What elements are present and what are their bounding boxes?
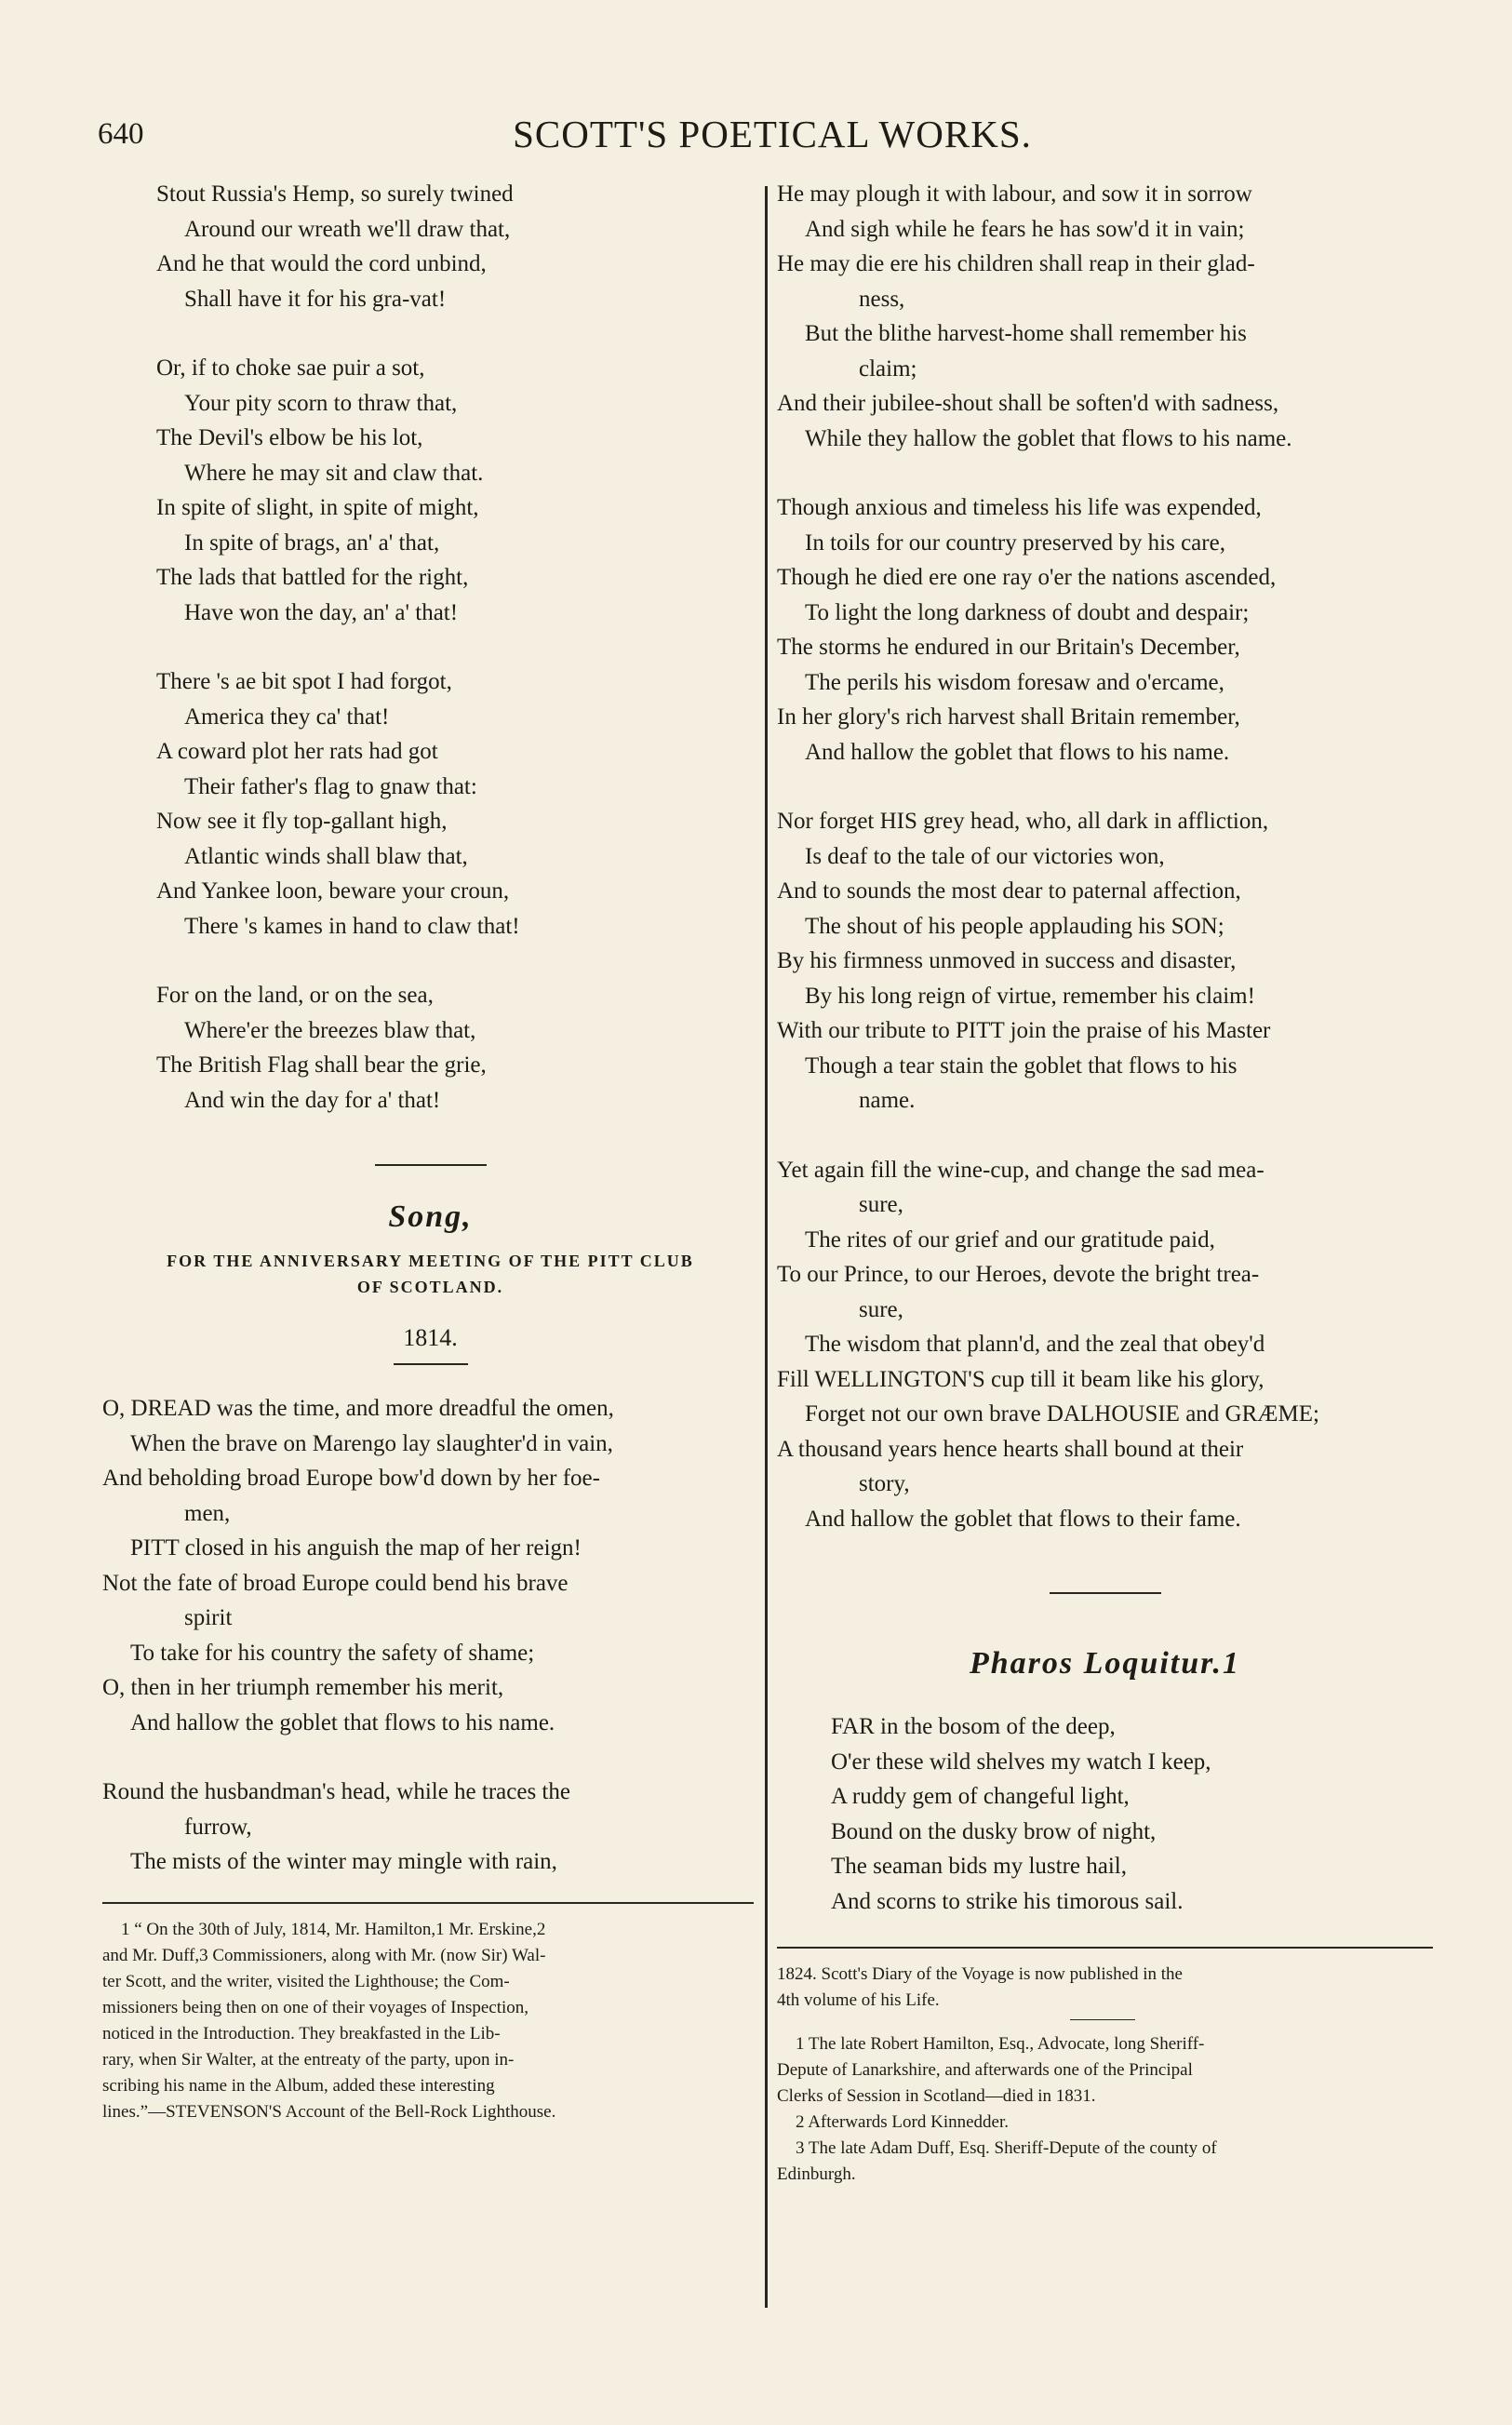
song-subtitle: FOR THE ANNIVERSARY MEETING OF THE PITT CLUB: [167, 1252, 694, 1270]
verse-line: A thousand years hence hearts shall bound at their: [777, 1436, 1244, 1462]
left-column: [102, 177, 758, 2125]
verse-line: He may die ere his children shall reap in their glad-: [777, 251, 1255, 276]
footnote-line: 4th volume of his Life.: [777, 1990, 940, 2010]
stanza: [777, 1153, 1433, 1537]
page-header: [98, 112, 1447, 167]
verse-line: By his firmness unmoved in success and disaster,: [777, 948, 1237, 973]
stanza: [777, 177, 1433, 456]
verse-line: In her glory's rich harvest shall Britain remember,: [777, 704, 1240, 730]
verse-line: While they hallow the goblet that flows to his name.: [805, 425, 1292, 451]
verse-line: Around our wreath we'll draw that,: [184, 216, 511, 242]
verse-line: Forget not our own brave DALHOUSIE and GRÆME;: [805, 1401, 1319, 1427]
verse-line: Atlantic winds shall blaw that,: [184, 843, 468, 869]
verse-line: And hallow the goblet that flows to his name.: [130, 1709, 555, 1735]
verse-line: The rites of our grief and our gratitude paid,: [805, 1226, 1215, 1253]
verse-line: O, then in her triumph remember his merit,: [102, 1675, 504, 1700]
footnote-line: missioners being then on one of their voyages of Inspection,: [102, 1997, 529, 2017]
verse-line: story,: [859, 1471, 910, 1496]
verse-line: Is deaf to the tale of our victories won,: [805, 843, 1165, 869]
verse-line: With our tribute to PITT join the praise of his Master: [777, 1018, 1271, 1043]
verse-line: The Devil's elbow be his lot,: [156, 425, 423, 450]
verse-line: Round the husbandman's head, while he traces the: [102, 1779, 570, 1804]
running-title: SCOTT'S POETICAL WORKS.: [513, 113, 1032, 155]
footnote-rule: [102, 1902, 754, 1904]
footnote-line: Clerks of Session in Scotland—died in 1831.: [777, 2086, 1096, 2106]
footnote-line: ter Scott, and the writer, visited the Lighthouse; the Com-: [102, 1971, 510, 1991]
right-column: [777, 177, 1433, 2188]
verse-line: To take for his country the safety of shame;: [130, 1640, 535, 1666]
stanza: [777, 490, 1433, 770]
verse-line: In spite of slight, in spite of might,: [156, 495, 479, 520]
verse-line: To our Prince, to our Heroes, devote the bright trea-: [777, 1262, 1260, 1287]
verse-line: For on the land, or on the sea,: [156, 983, 434, 1008]
verse-line: Or, if to choke sae puir a sot,: [156, 355, 425, 381]
stanza: [102, 351, 758, 630]
verse-line: FAR in the bosom of the deep,: [831, 1714, 1116, 1739]
footnote: [777, 1962, 1433, 2014]
song-subtitle: OF SCOTLAND.: [356, 1278, 504, 1296]
stanza: [102, 1775, 758, 1880]
stanza: [102, 664, 758, 944]
footnote-line: scribing his name in the Album, added these interesting: [102, 2075, 495, 2096]
verse-line: The storms he endured in our Britain's December,: [777, 635, 1240, 660]
verse-line: And beholding broad Europe bow'd down by her foe-: [102, 1466, 600, 1491]
section-rule: [1050, 1592, 1161, 1594]
verse-line: Fill WELLINGTON'S cup till it beam like his glory,: [777, 1366, 1264, 1392]
verse-line: Where'er the breezes blaw that,: [184, 1017, 476, 1043]
verse-line: claim;: [859, 355, 917, 382]
footnote-separator: [1070, 2019, 1135, 2020]
song-year: 1814.: [403, 1324, 458, 1351]
verse-line: Stout Russia's Hemp, so surely twined: [156, 181, 514, 207]
pharos-stanza: [777, 1709, 1433, 1919]
verse-line: He may plough it with labour, and sow it in sorrow: [777, 181, 1252, 207]
verse-line: There 's kames in hand to claw that!: [184, 913, 520, 939]
verse-line: The British Flag shall bear the grie,: [156, 1052, 487, 1078]
verse-line: Where he may sit and claw that.: [184, 460, 484, 486]
verse-line: O'er these wild shelves my watch I keep,: [831, 1748, 1211, 1775]
verse-line: The lads that battled for the right,: [156, 565, 469, 590]
verse-line: The seaman bids my lustre hail,: [831, 1854, 1127, 1879]
verse-line: Though he died ere one ray o'er the nations ascended,: [777, 565, 1277, 590]
verse-line: In toils for our country preserved by his care,: [805, 529, 1225, 556]
verse-line: spirit: [184, 1605, 233, 1630]
footnote-line: 1824. Scott's Diary of the Voyage is now published in the: [777, 1964, 1183, 1984]
footnote-line: Depute of Lanarkshire, and afterwards one of the Principal: [777, 2060, 1193, 2080]
footnote-line: rary, when Sir Walter, at the entreaty of the party, upon in-: [102, 2049, 515, 2070]
verse-line: O, DREAD was the time, and more dreadful the omen,: [102, 1396, 614, 1421]
verse-line: And he that would the cord unbind,: [156, 251, 487, 276]
verse-line: Their father's flag to gnaw that:: [184, 773, 477, 799]
verse-line: The mists of the winter may mingle with rain,: [130, 1849, 557, 1874]
verse-line: Your pity scorn to thraw that,: [184, 390, 458, 416]
verse-line: There 's ae bit spot I had forgot,: [156, 669, 452, 694]
footnote-line: lines.”—STEVENSON'S Account of the Bell-Rock Lighthouse.: [102, 2101, 556, 2122]
verse-line: The perils his wisdom foresaw and o'ercame,: [805, 669, 1224, 695]
pharos-title: Pharos Loquitur.1: [970, 1646, 1240, 1681]
verse-line: In spite of brags, an' a' that,: [184, 529, 440, 556]
verse-line: furrow,: [184, 1814, 252, 1840]
verse-line: And win the day for a' that!: [184, 1087, 441, 1113]
verse-line: And Yankee loon, beware your croun,: [156, 878, 510, 904]
footnote-line: 2 Afterwards Lord Kinnedder.: [796, 2112, 1009, 2132]
year-rule: [394, 1363, 468, 1365]
verse-line: And hallow the goblet that flows to his name.: [805, 739, 1230, 765]
page-number: 640: [98, 117, 144, 151]
verse-line: A coward plot her rats had got: [156, 739, 438, 764]
footnote-line: noticed in the Introduction. They breakfasted in the Lib-: [102, 2023, 501, 2043]
verse-line: And scorns to strike his timorous sail.: [831, 1888, 1184, 1914]
verse-line: The shout of his people applauding his SON;: [805, 913, 1224, 939]
verse-line: And to sounds the most dear to paternal affection,: [777, 878, 1241, 904]
verse-line: sure,: [859, 1192, 903, 1217]
song-title: Song,: [388, 1199, 473, 1234]
verse-line: Shall have it for his gra-vat!: [184, 286, 447, 312]
verse-line: name.: [859, 1088, 916, 1113]
footnote-line: 3 The late Adam Duff, Esq. Sheriff-Depute of the county of: [796, 2138, 1217, 2158]
verse-line: Now see it fly top-gallant high,: [156, 809, 448, 834]
verse-line: The wisdom that plann'd, and the zeal that obey'd: [805, 1332, 1265, 1357]
verse-line: When the brave on Marengo lay slaughter'd in vain,: [130, 1430, 613, 1456]
verse-line: Bound on the dusky brow of night,: [831, 1818, 1157, 1844]
stanza: [777, 804, 1433, 1119]
verse-line: Yet again fill the wine-cup, and change the sad mea-: [777, 1157, 1264, 1183]
footnote: [777, 2031, 1433, 2188]
verse-line: men,: [184, 1500, 231, 1526]
verse-line: And sigh while he fears he has sow'd it in vain;: [805, 216, 1245, 242]
footnote-rule: [777, 1947, 1433, 1949]
verse-line: By his long reign of virtue, remember his claim!: [805, 983, 1255, 1009]
verse-line: Nor forget HIS grey head, who, all dark in affliction,: [777, 809, 1269, 834]
stanza: [102, 177, 758, 316]
verse-line: To light the long darkness of doubt and despair;: [805, 599, 1250, 625]
footnote-line: and Mr. Duff,3 Commissioners, along with Mr. (now Sir) Wal-: [102, 1945, 546, 1965]
footnote-line: Edinburgh.: [777, 2164, 856, 2184]
stanza: [102, 1391, 758, 1740]
verse-line: A ruddy gem of changeful light,: [831, 1784, 1130, 1809]
verse-line: And hallow the goblet that flows to their fame.: [805, 1506, 1241, 1532]
verse-line: PITT closed in his anguish the map of her reign!: [130, 1535, 582, 1561]
verse-line: ness,: [859, 286, 905, 312]
verse-line: And their jubilee-shout shall be soften'd with sadness,: [777, 391, 1279, 416]
verse-line: Though a tear stain the goblet that flows to his: [805, 1052, 1238, 1079]
footnote-line: 1 The late Robert Hamilton, Esq., Advocate, long Sheriff-: [796, 2034, 1205, 2054]
verse-line: America they ca' that!: [184, 703, 390, 730]
footnote-line: 1 “ On the 30th of July, 1814, Mr. Hamilton,1 Mr. Erskine,2: [121, 1919, 546, 1939]
verse-line: Not the fate of broad Europe could bend his brave: [102, 1570, 569, 1596]
verse-line: sure,: [859, 1296, 903, 1322]
stanza: [102, 978, 758, 1118]
section-rule: [375, 1164, 487, 1166]
verse-line: Have won the day, an' a' that!: [184, 599, 459, 625]
verse-line: But the blithe harvest-home shall remember his: [805, 321, 1247, 346]
verse-line: Though anxious and timeless his life was expended,: [777, 495, 1262, 520]
footnote: [102, 1917, 758, 2125]
column-divider: [765, 186, 768, 2308]
